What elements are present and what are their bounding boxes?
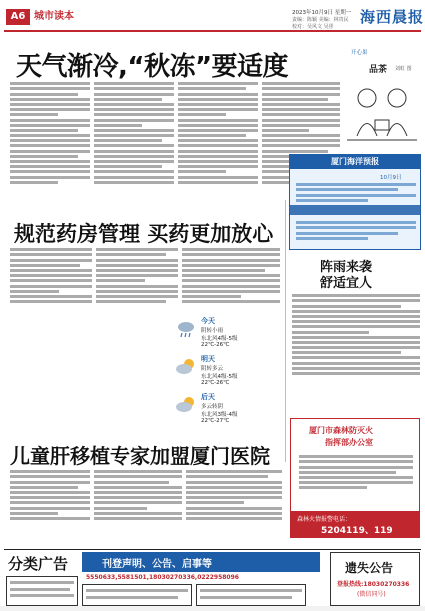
footer-strip <box>0 606 425 611</box>
section-name: 城市读本 <box>34 11 74 22</box>
weather-forecast-list <box>175 316 283 436</box>
main-article-col-2 <box>94 80 174 200</box>
column-corner <box>343 44 421 154</box>
forecast-box <box>289 154 421 250</box>
lost-notice-title: 遗失公告 <box>345 561 394 575</box>
drugs-article-col-2 <box>96 246 178 316</box>
weather-article-body <box>292 292 420 388</box>
weather-temp: 22℃-26℃ <box>201 380 230 386</box>
forecast-date-bar <box>290 205 420 215</box>
classified-phones: 5550633,5581501,18030270336,0222958096 <box>86 574 239 581</box>
drugs-article-col-1 <box>10 246 92 316</box>
fire-ad-hotline-bar <box>291 511 419 537</box>
classified-banner <box>82 552 320 572</box>
drugs-article-col-3 <box>182 246 280 316</box>
liver-article-col-3 <box>186 468 282 548</box>
column-title: 品茶 <box>369 65 388 75</box>
weather-day-label: 后天 <box>201 393 215 401</box>
weather-wind: 东北风4级-5级 <box>201 336 238 342</box>
page-number-badge: A6 <box>6 9 30 25</box>
masthead-rule <box>4 30 421 32</box>
weather-headline-line-1: 阵雨来袭 <box>320 260 373 275</box>
fire-ad-title-1: 厦门市森林防灭火 <box>309 426 373 435</box>
weather-desc: 阴转多云 <box>201 366 224 372</box>
weather-wind: 东北风4级-5级 <box>201 374 238 380</box>
weather-desc: 多云转阴 <box>201 404 224 410</box>
cloud-sun-icon <box>175 356 197 378</box>
classified-ad-mid <box>82 584 192 606</box>
fire-ad-box <box>290 418 420 538</box>
forecast-text <box>296 181 416 204</box>
main-article-col-3 <box>178 80 258 200</box>
classified-banner-text: 刊登声明、公告、启事等 <box>102 559 212 570</box>
weather-temp: 22℃-26℃ <box>201 342 230 348</box>
fire-hotline-number: 5204119、119 <box>321 526 393 536</box>
lost-notice-contact: 登报热线:18030270336 <box>337 581 410 588</box>
masthead-date: 2023年10月9日 星期一 <box>292 10 352 16</box>
column-tag: 开心果 <box>351 50 368 56</box>
weather-day-label: 明天 <box>201 355 215 363</box>
weather-row-tomorrow <box>175 354 283 390</box>
weather-row-today <box>175 316 283 352</box>
drugs-headline: 规范药房管理 买药更加放心 <box>14 222 274 246</box>
fire-ad-title-2: 指挥部办公室 <box>325 438 373 447</box>
cloud-sun-icon <box>175 394 197 416</box>
column-author: 刘虹 图 <box>395 66 412 72</box>
weather-wind: 东北风3级-4级 <box>201 412 238 418</box>
weather-temp: 22℃-27℃ <box>201 418 230 424</box>
forecast-date: 10月9日 <box>380 175 402 181</box>
classified-ad-right <box>196 584 306 606</box>
liver-article-col-2 <box>94 468 182 548</box>
main-headline: 天气渐冷,“秋冻”要适度 <box>16 52 289 82</box>
lost-notice-wechat: (微信同号) <box>357 591 386 598</box>
liver-headline: 儿童肝移植专家加盟厦门医院 <box>10 444 270 468</box>
classified-title: 分类广告 <box>8 555 69 573</box>
weather-desc: 阴转小雨 <box>201 328 224 334</box>
classified-ad-left <box>6 576 78 606</box>
masthead-proof: 校对：吴风文 吴彤 <box>292 24 334 30</box>
fire-hotline-label: 森林火情报警电话： <box>297 516 352 523</box>
liver-article-col-1 <box>10 468 90 548</box>
cartoon-illustration <box>347 76 417 148</box>
forecast-title: 厦门海洋预报 <box>290 155 420 169</box>
weather-day-label: 今天 <box>201 317 215 325</box>
forecast-text-2 <box>296 219 416 242</box>
masthead <box>0 0 425 40</box>
main-article-col-1 <box>10 80 90 200</box>
weather-headline-line-2: 舒适宜人 <box>320 276 373 291</box>
paper-logo: 海西晨报 <box>360 8 425 26</box>
cloud-rain-icon <box>175 318 197 340</box>
masthead-editor: 责编：陈颖 美编：林贵民 <box>292 17 349 23</box>
lost-notice-box <box>330 552 420 606</box>
fire-ad-text <box>299 453 413 492</box>
weather-row-day-after <box>175 392 283 428</box>
